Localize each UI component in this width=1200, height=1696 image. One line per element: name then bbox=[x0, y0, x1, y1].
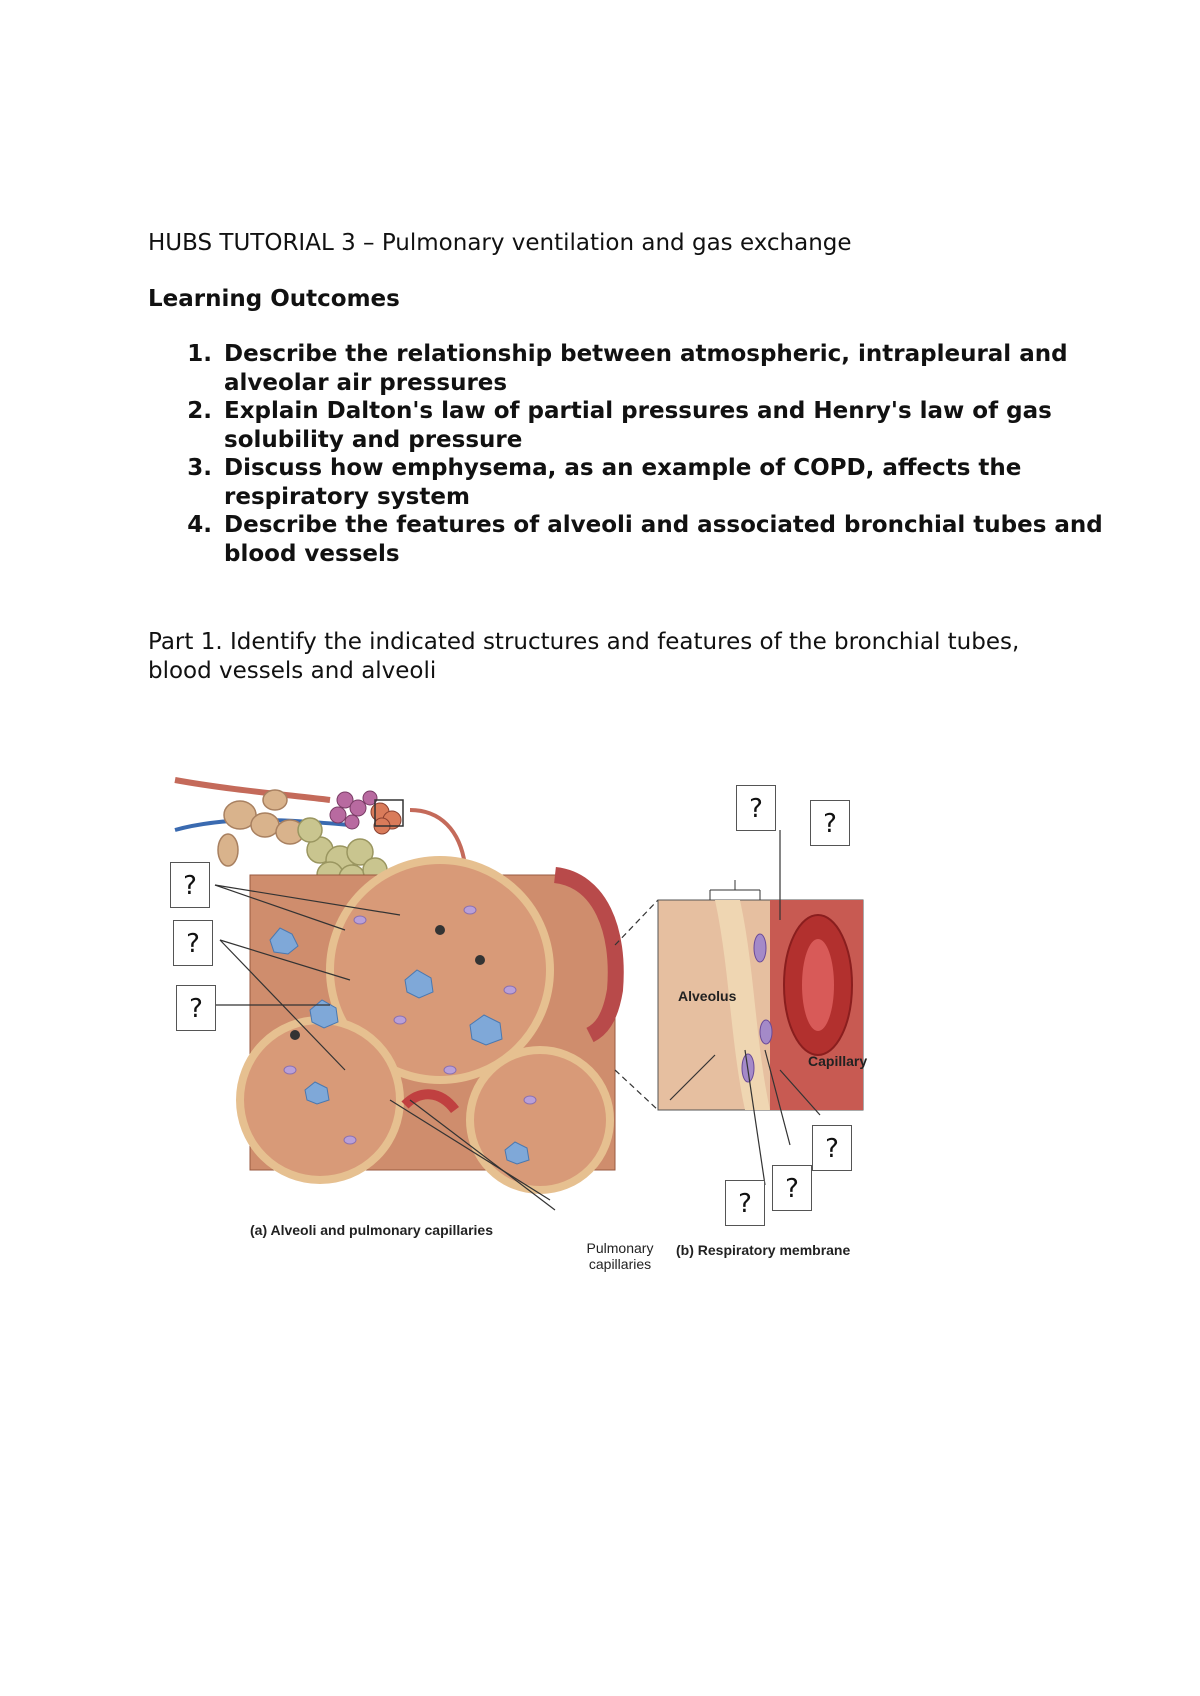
part1-instructions: Part 1. Identify the indicated structures and features of the bronchial tubes, blood vessels and alveoli bbox=[148, 629, 1020, 684]
learning-outcomes-list bbox=[180, 340, 1120, 568]
outcome-item: 3. Discuss how emphysema, as an example of COPD, affects the respiratory system bbox=[220, 454, 1120, 511]
answer-box-8[interactable]: ? bbox=[725, 1180, 765, 1226]
alveoli-figure bbox=[170, 770, 910, 1330]
answer-box-7[interactable]: ? bbox=[772, 1165, 812, 1211]
pulmonary-capillaries-label: Pulmonary capillaries bbox=[586, 1240, 654, 1272]
answer-box-3[interactable]: ? bbox=[176, 985, 216, 1031]
outcome-item: 4. Describe the features of alveoli and associated bronchial tubes and blood vessels bbox=[220, 511, 1120, 568]
answer-box-6[interactable]: ? bbox=[812, 1125, 852, 1171]
outcome-item: 1. Describe the relationship between atmospheric, intrapleural and alveolar air pressures bbox=[220, 340, 1120, 397]
alveolus-label: Alveolus bbox=[678, 988, 737, 1004]
capillary-label: Capillary bbox=[808, 1053, 868, 1069]
learning-outcomes-heading: Learning Outcomes bbox=[148, 286, 400, 312]
caption-b: (b) Respiratory membrane bbox=[676, 1242, 851, 1258]
alveoli-block-a bbox=[240, 860, 616, 1190]
caption-a: (a) Alveoli and pulmonary capillaries bbox=[250, 1222, 493, 1238]
answer-box-5[interactable]: ? bbox=[810, 800, 850, 846]
answer-box-4[interactable]: ? bbox=[736, 785, 776, 831]
answer-box-1[interactable]: ? bbox=[170, 862, 210, 908]
answer-box-2[interactable]: ? bbox=[173, 920, 213, 966]
outcome-item: 2. Explain Dalton's law of partial pressures and Henry's law of gas solubility and pressure bbox=[220, 397, 1120, 454]
document-title: HUBS TUTORIAL 3 – Pulmonary ventilation and gas exchange bbox=[148, 230, 852, 256]
